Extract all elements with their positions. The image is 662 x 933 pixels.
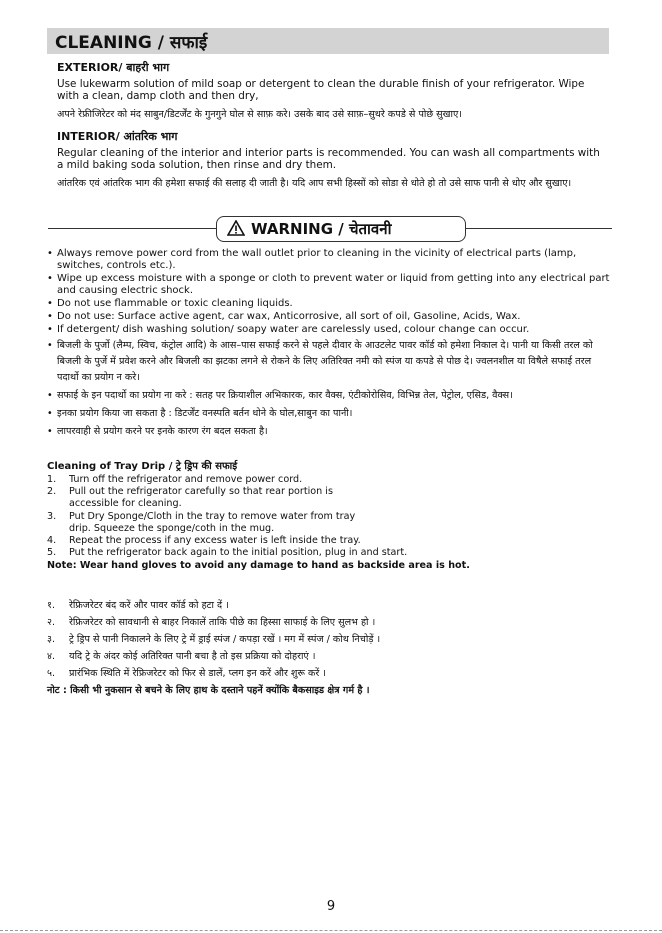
exterior-text-hi: अपने रेफ्रीजिरेटर को मंद साबुन/डिटर्जेंट के गुनगुने घोल से साफ़ करे। उसके बाद उसे साफ़–सुथरे कपडे से पोछे सुखाए।: [57, 108, 462, 120]
warning-item-text: Wipe up excess moisture with a sponge or cloth to prevent water or liquid from getting into any electrical part and causing electric shock.: [57, 273, 610, 296]
warning-item-text: बिजली के पुर्जो (लैम्प, स्विच, कंट्रोल आदि) के आस–पास सफाई करने से पहले दीवार के आउटलेट पावर कॉर्ड को हमेशा निकाल दे। पानी या किसी तरल को बिजली के पुर्जे में प्रवेश करने और बिजली का झटका लगने से रोकने के लिए अतिरिक्त नमी को स्पंज या कपडे से पोछ दे। ज्वलनशील या विषैले सफाई तरल पदार्थो का प्रयोग न करे।: [57, 340, 593, 383]
step-number: 1.: [47, 474, 57, 485]
list-item: [47, 474, 612, 486]
step-text: Turn off the refrigerator and remove power cord.: [69, 474, 303, 485]
step-number: ५.: [47, 668, 56, 679]
list-item: • बिजली के पुर्जो (लैम्प, स्विच, कंट्रोल आदि) के आस–पास सफाई करने से पहले दीवार के आउटलेट पावर कॉर्ड को हमेशा निकाल दे। पानी या किसी तरल को बिजली के पुर्जे में प्रवेश करने और बिजली का झटका लगने से रोकने के लिए अतिरिक्त नमी को स्पंज या कपडे से पोछ दे। ज्वलनशील या विषैले सफाई तरल पदार्थो का प्रयोग न करे।: [47, 338, 612, 386]
page-title: CLEANING / सफाई: [55, 33, 208, 53]
exterior-text-en: Use lukewarm solution of mild soap or detergent to clean the durable finish of your refrigerator. Wipe with a clean, damp cloth and then dry,: [57, 77, 585, 102]
exterior-heading: EXTERIOR/ बाहरी भाग: [57, 61, 170, 74]
list-item: [47, 486, 612, 510]
warning-item-text: लापरवाही से प्रयोग करने पर इनके कारण रंग बदल सकता है।: [57, 426, 268, 437]
list-item: • Always remove power cord from the wall outlet prior to cleaning in the vicinity of electrical parts (lamp, switches, controls etc.).: [47, 248, 612, 272]
warning-list: [47, 248, 612, 442]
footer-divider: [0, 930, 662, 931]
list-item: [47, 535, 612, 547]
list-item: • If detergent/ dish washing solution/ soapy water are carelessly used, colour change can occur.: [47, 324, 530, 335]
list-item: • लापरवाही से प्रयोग करने पर इनके कारण रंग बदल सकता है।: [47, 424, 612, 440]
tray-heading: Cleaning of Tray Drip / ट्रे ड्रिप की सफाई: [47, 461, 238, 472]
list-item: [47, 665, 612, 682]
list-item: [47, 648, 612, 665]
tray-note-hi: नोट : किसी भी नुकसान से बचने के लिए हाथ के दस्ताने पहनें क्योंकि बैकसाइड क्षेत्र गर्म है ।: [47, 685, 370, 696]
step-text: Pull out the refrigerator carefully so that rear portion is accessible for cleaning.: [69, 486, 333, 510]
step-text: Repeat the process if any excess water is left inside the tray.: [69, 535, 361, 547]
warning-item-text: Always remove power cord from the wall outlet prior to cleaning in the vicinity of electrical parts (lamp, switches, controls etc.).: [57, 248, 577, 271]
step-number: ३.: [47, 634, 56, 645]
step-text: Put Dry Sponge/Cloth in the tray to remove water from tray drip. Squeeze the sponge/coth in the mug.: [69, 510, 356, 534]
step-text: रेफ्रिजरेटर बंद करें और पावर कॉर्ड को हटा दें ।: [69, 600, 229, 611]
step-text: प्रारंभिक स्थिति में रेफ्रिजरेटर को फिर से डालें, प्लग इन करें और शुरू करें ।: [69, 668, 326, 679]
warning-item-text: If detergent/ dish washing solution/ soapy water are carelessly used, colour change can occur.: [57, 324, 530, 335]
warning-item-text: Do not use: Surface active agent, car wax, Anticorrosive, all sort of oil, Gasoline, Acids, Wax.: [57, 311, 521, 322]
step-number: २.: [47, 617, 56, 628]
tray-drip-section-hindi: [47, 597, 612, 699]
exterior-section: [57, 62, 605, 124]
list-item: • सफाई के इन पदार्थो का प्रयोग ना करे : सतह पर क्रियाशील अभिकारक, कार वैक्स, एंटीकोरोसिव, विभिन्न तेल, पेट्रोल, एसिड, वैक्स।: [47, 388, 612, 404]
list-item: • Do not use: Surface active agent, car wax, Anticorrosive, all sort of oil, Gasoline, Acids, Wax.: [47, 311, 521, 322]
tray-drip-section: [47, 460, 612, 573]
step-text: यदि ट्रे के अंदर कोई अतिरिक्त पानी बचा है तो इस प्रक्रिया को दोहराएं ।: [69, 651, 316, 662]
interior-text-hi: आंतरिक एवं आंतरिक भाग की हमेशा सफाई की सलाह दी जाती है। यदि आप सभी हिस्सों को सोडा से धोते हो तो उसे साफ पानी से धोए और सुखाए।: [57, 177, 572, 189]
step-number: 4.: [47, 535, 57, 547]
step-number: १.: [47, 600, 56, 611]
step-text: Put the refrigerator back again to the initial position, plug in and start.: [69, 547, 408, 559]
warning-triangle-icon: [227, 220, 245, 236]
step-text: रेफ्रिजरेटर को सावधानी से बाहर निकालें ताकि पीछे का हिस्सा साफाई के लिए सुलभ हो ।: [69, 617, 376, 628]
list-item: [47, 597, 612, 614]
list-item: [47, 614, 612, 631]
page-number: 9: [326, 899, 336, 914]
list-item: [47, 631, 612, 648]
warning-label: WARNING / चेतावनी: [251, 220, 392, 238]
step-number: 2.: [47, 486, 57, 498]
warning-item-text: इनका प्रयोग किया जा सकता है : डिटर्जेंट वनस्पति बर्तन धोने के घोल,साबुन का पानी।: [57, 408, 353, 419]
list-item: • Do not use flammable or toxic cleaning liquids.: [47, 298, 293, 309]
step-number: ४.: [47, 651, 56, 662]
list-item: [47, 547, 612, 559]
step-number: 5.: [47, 547, 57, 559]
interior-section: [57, 131, 605, 193]
list-item: • इनका प्रयोग किया जा सकता है : डिटर्जेंट वनस्पति बर्तन धोने के घोल,साबुन का पानी।: [47, 406, 612, 422]
warning-item-text: Do not use flammable or toxic cleaning liquids.: [57, 298, 293, 309]
list-item: [47, 511, 612, 535]
step-text: ट्रे ड्रिप से पानी निकालने के लिए ट्रे में ड्राई स्पंज / कपड़ा रखें । मग में स्पंज / कोथ निचोड़ें ।: [69, 634, 381, 645]
step-number: 3.: [47, 510, 57, 522]
warning-item-text: सफाई के इन पदार्थो का प्रयोग ना करे : सतह पर क्रियाशील अभिकारक, कार वैक्स, एंटीकोरोसिव, विभिन्न तेल, पेट्रोल, एसिड, वैक्स।: [57, 390, 513, 401]
warning-banner: [216, 216, 466, 242]
title-bar: [47, 28, 609, 54]
interior-heading: INTERIOR/ आंतरिक भाग: [57, 130, 178, 143]
list-item: • Wipe up excess moisture with a sponge or cloth to prevent water or liquid from getting into any electrical part and causing electric shock.: [47, 273, 612, 297]
interior-text-en: Regular cleaning of the interior and interior parts is recommended. You can wash all compartments with a mild baking soda solution, then rinse and dry them.: [57, 146, 600, 171]
tray-note-en: Note: Wear hand gloves to avoid any damage to hand as backside area is hot.: [47, 560, 470, 572]
